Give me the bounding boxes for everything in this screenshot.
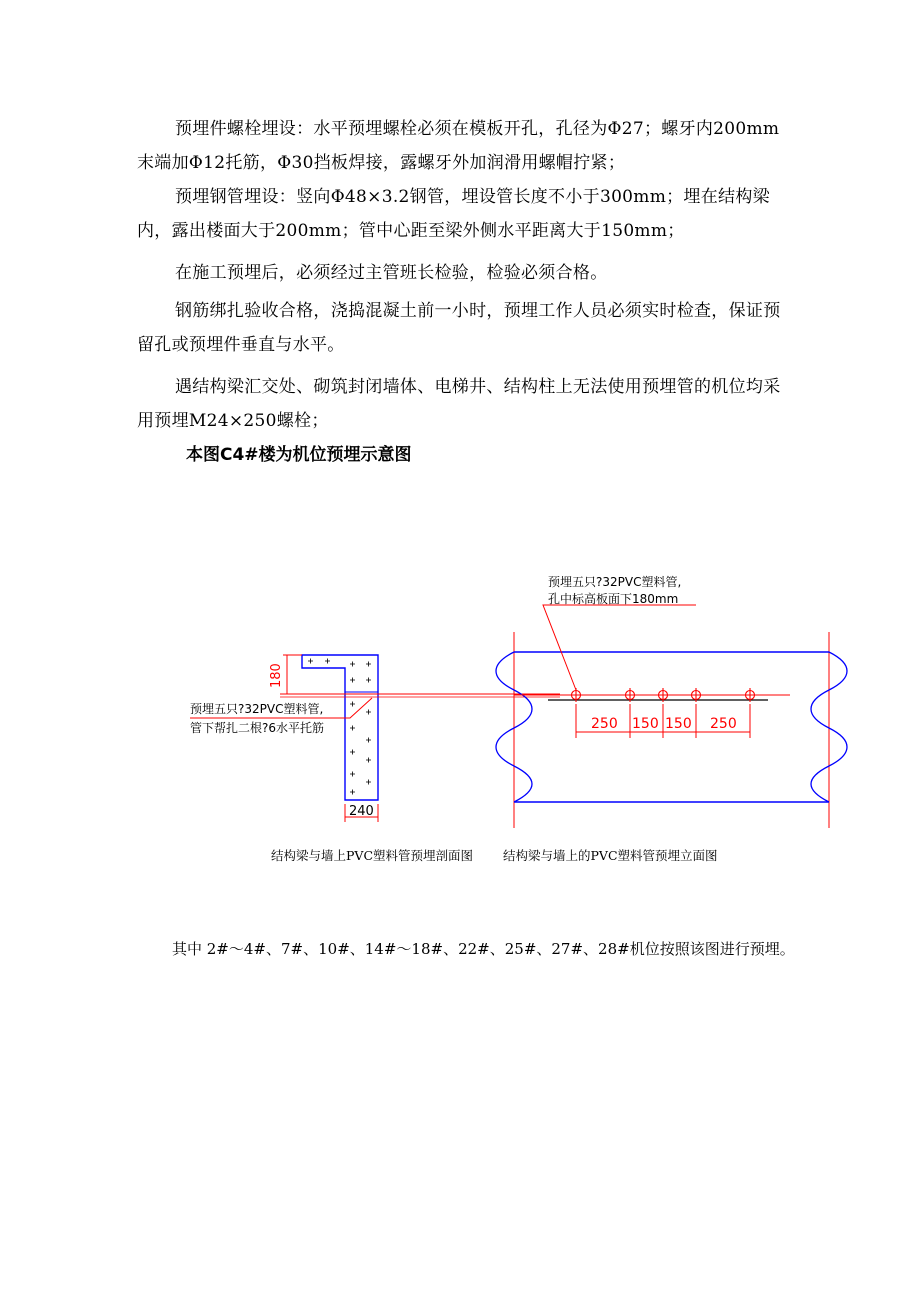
- figure-heading: 本图C4#楼为机位预埋示意图: [186, 445, 412, 465]
- spacing-label-1: 250: [591, 716, 618, 732]
- elevation-note-line2: 孔中标高板面下180mm: [548, 592, 679, 606]
- paragraph-text: 在施工预埋后，必须经过主管班长检验，检验必须合格。: [175, 263, 608, 283]
- section-note-line2: 管下帮扎二根?6水平托筋: [190, 721, 325, 735]
- paragraph-text: 钢筋绑扎验收合格，浇捣混凝土前一小时，预埋工作人员必须实时检查，保证预留孔或预埋件垂直与水平。: [137, 301, 781, 355]
- dim-240-label: 240: [349, 804, 374, 819]
- section-caption: 结构梁与墙上PVC塑料管预埋剖面图: [271, 848, 474, 863]
- dim-180-label: 180: [269, 663, 284, 688]
- section-note-line1: 预埋五只?32PVC塑料管,: [190, 702, 324, 716]
- spacing-label-2: 150: [632, 716, 659, 732]
- elevation-drawing: [496, 574, 847, 828]
- applicable-positions-note: 其中 2#～4#、7#、10#、14#～18#、22#、25#、27#、28#机位按照该图进行预埋。: [172, 940, 795, 958]
- spacing-label-3: 150: [665, 716, 692, 732]
- paragraph-text: 预埋钢管埋设：竖向Φ48×3.2钢管，埋设管长度不小于300mm；埋在结构梁内，露出楼面大于200mm；管中心距至梁外侧水平距离大于150mm；: [137, 187, 770, 241]
- elevation-caption: 结构梁与墙上的PVC塑料管预埋立面图: [503, 848, 718, 863]
- elevation-note-leader: [543, 605, 696, 690]
- spacing-label-4: 250: [710, 716, 737, 732]
- paragraph-text: 预埋件螺栓埋设：水平预埋螺栓必须在模板开孔，孔径为Φ27；螺牙内200mm末端加Φ12托筋，Φ30挡板焊接，露螺牙外加润滑用螺帽拧紧；: [137, 119, 780, 173]
- paragraph-text: 遇结构梁汇交处、砌筑封闭墙体、电梯井、结构柱上无法使用预埋管的机位均采用预埋M24×250螺栓；: [137, 377, 781, 431]
- section-drawing: [190, 655, 560, 822]
- elevation-note-line1: 预埋五只?32PVC塑料管,: [548, 575, 682, 589]
